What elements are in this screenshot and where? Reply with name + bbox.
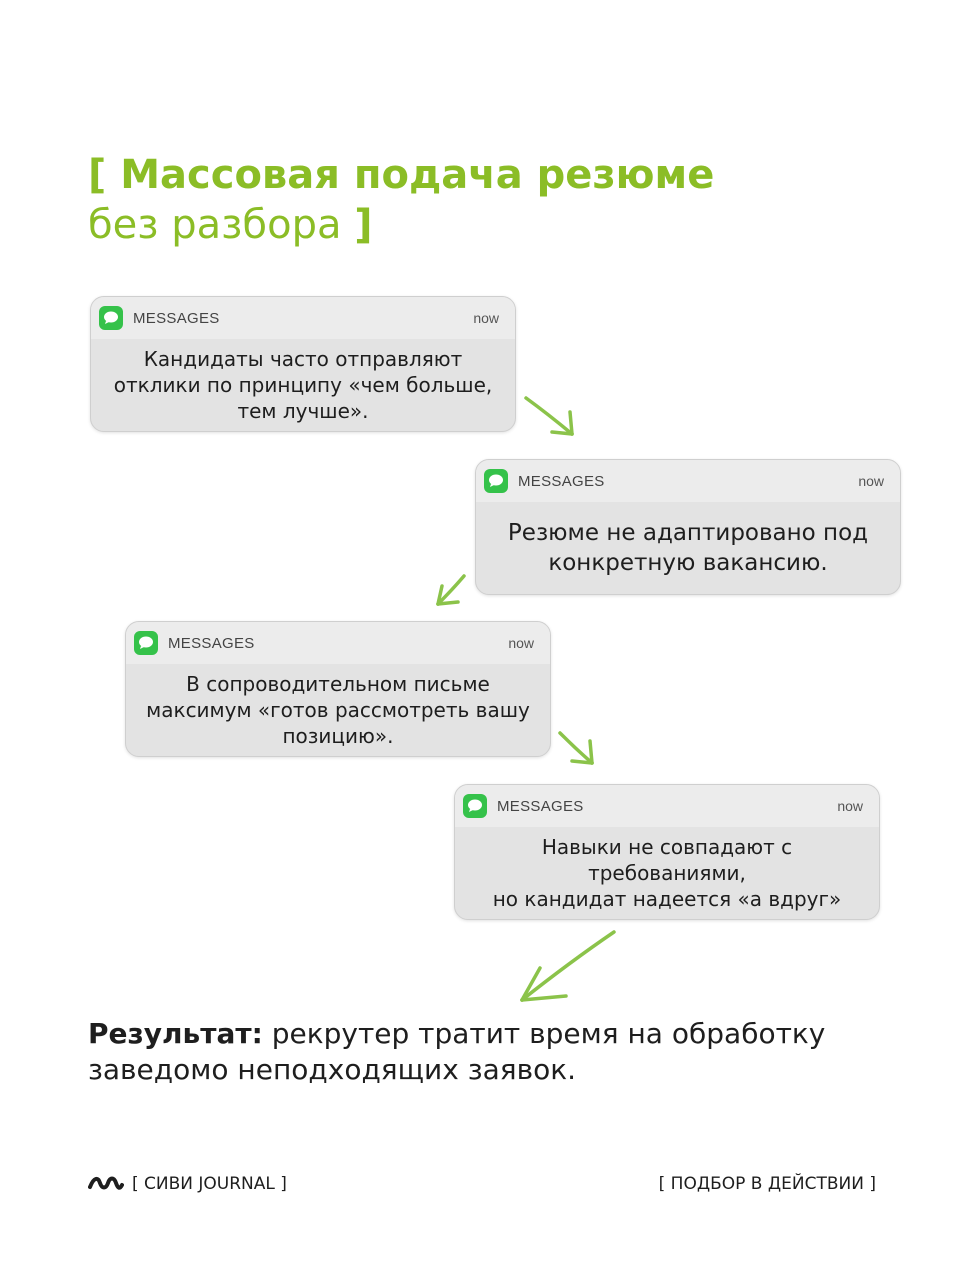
notification-card [90,296,516,432]
app-name: MESSAGES [133,309,220,327]
notification-time: now [837,798,863,814]
messages-icon [463,794,487,818]
notification-card [475,459,901,595]
title-line-1-text: Массовая подача резюме [120,152,715,198]
notification-time: now [508,635,534,651]
notification-text: Резюме не адаптировано под конкретную вакансию. [507,520,869,576]
footer-left-label: [ СИВИ JOURNAL ] [132,1174,287,1194]
title-line-1 [88,150,714,200]
messages-icon [99,306,123,330]
notification-header [455,785,879,827]
notification-text: В сопроводительном письме максимум «готов рассмотреть вашу позицию». [146,672,530,748]
app-name: MESSAGES [168,634,255,652]
arrow-down-right-icon [520,392,584,444]
notification-card [454,784,880,920]
result-label: Результат: [88,1017,263,1050]
notification-header [126,622,550,664]
messages-icon [484,469,508,493]
notification-text: Кандидаты часто отправляют отклики по принципу «чем больше, тем лучше». [113,347,493,423]
arrow-down-left-icon [510,926,622,1008]
title-open-bracket: [ [88,152,107,198]
notification-text: Навыки не совпадают с требованиями, но кандидат надеется «а вдруг» [492,835,842,911]
notification-header [476,460,900,502]
app-name: MESSAGES [518,472,605,490]
notification-card [125,621,551,757]
brand-logo-icon [88,1175,124,1193]
arrow-down-right-icon [554,727,602,771]
footer-brand [88,1174,287,1194]
notification-time: now [473,310,499,326]
arrow-down-left-icon [430,570,474,610]
page-title [88,150,714,250]
result-text [88,1016,878,1088]
notification-header [91,297,515,339]
messages-icon [134,631,158,655]
footer-right-label: [ ПОДБОР В ДЕЙСТВИИ ] [658,1174,876,1194]
title-line-2-text: без разбора [88,202,342,248]
notification-time: now [858,473,884,489]
title-close-bracket: ] [354,202,373,248]
result-body: рекрутер тратит время на обработку заведомо неподходящих заявок. [88,1017,826,1086]
app-name: MESSAGES [497,797,584,815]
title-line-2 [88,200,714,250]
